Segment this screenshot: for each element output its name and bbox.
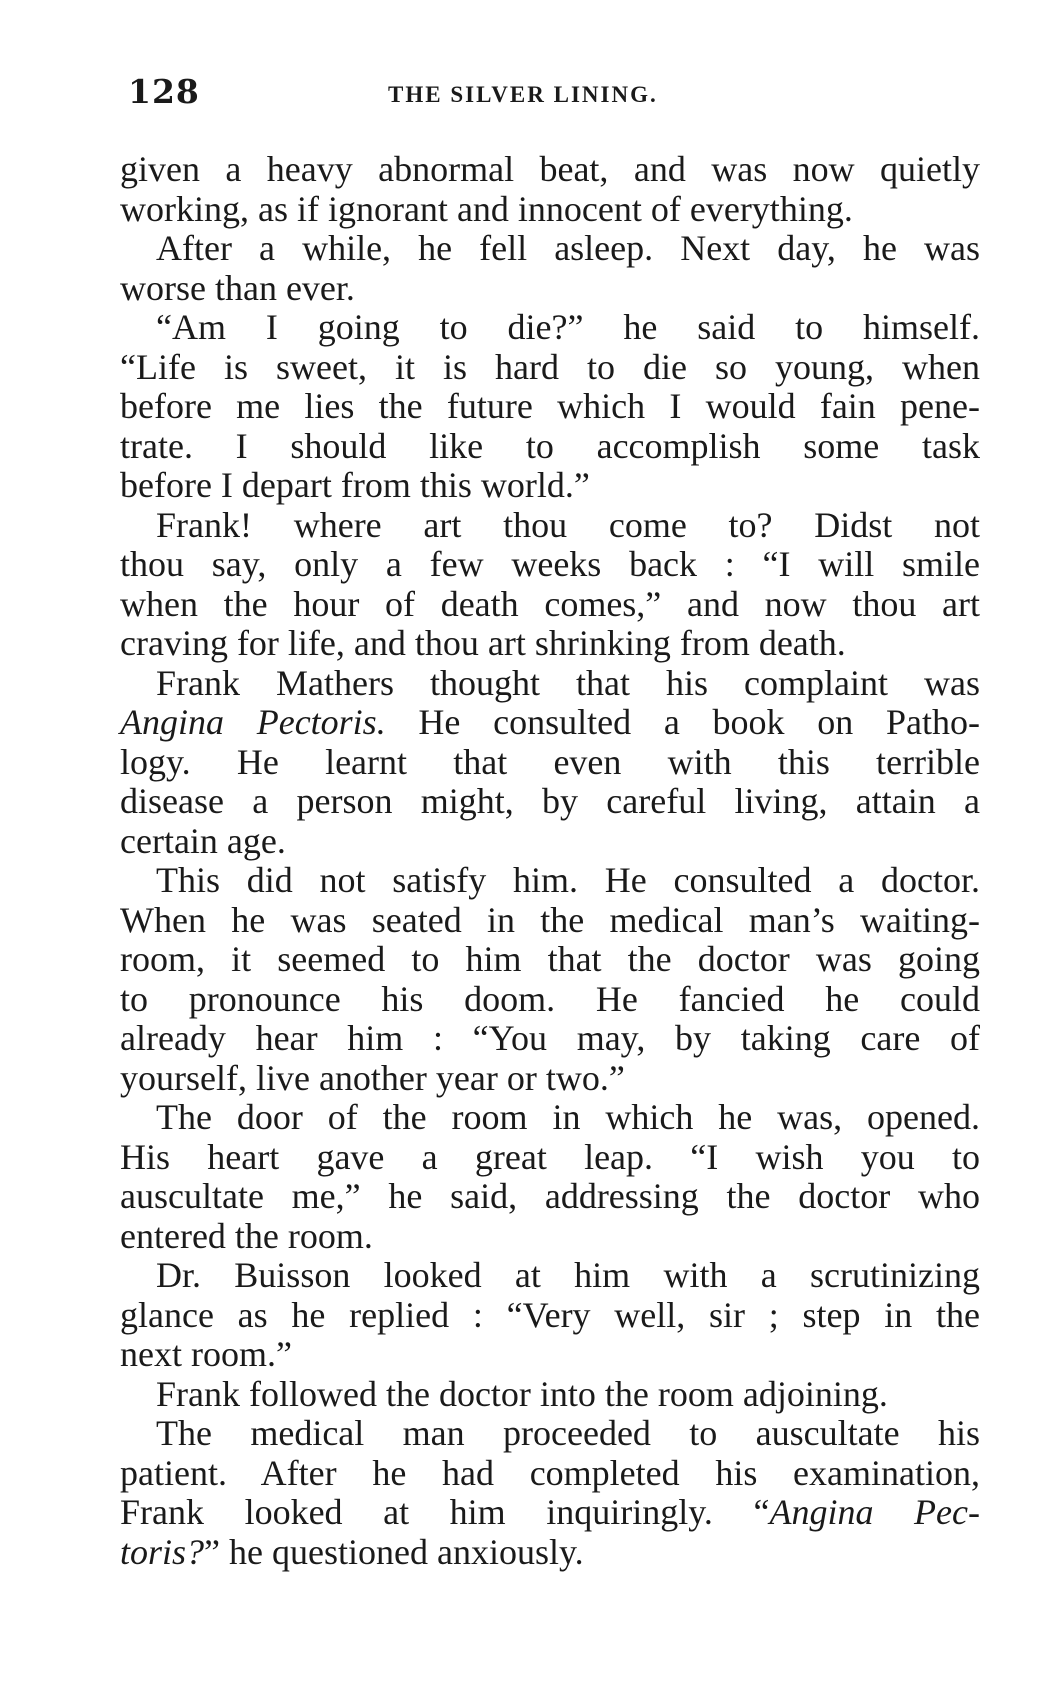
line-text: Frank! where art thou come to? Didst not [156,504,980,545]
line-text: yourself, live another year or two.” [120,1057,625,1098]
line-text: After a while, he fell asleep. Next day, he was [156,228,980,268]
line-text: He consulted a book on Patho- [385,702,980,742]
line-text: The door of the room in which he was, opened. [156,1097,980,1137]
text-line [120,150,980,190]
line-text: Frank Mathers thought that his complaint was [156,662,980,703]
line-text: thou say, only a few weeks back : “I will smile [120,544,980,584]
text-line [120,861,980,901]
text-line [120,308,980,348]
text-line [120,1098,980,1138]
text-line [120,1493,980,1533]
text-line [120,1059,980,1099]
text-line [120,1019,980,1059]
line-text: logy. He learnt that even with this terrible [120,741,980,782]
line-text: This did not satisfy him. He consulted a doctor. [156,860,980,900]
line-text: Dr. Buisson looked at him with a scrutinizing [156,1255,980,1295]
line-text: patient. After he had completed his examination, [120,1452,980,1493]
line-text: “Life is sweet, it is hard to die so young, when [120,346,980,387]
line-text: “Am I going to die?” he said to himself. [156,307,980,347]
text-line [120,387,980,427]
line-text: When he was seated in the medical man’s waiting- [120,899,980,940]
text-line [120,743,980,783]
line-text: before I depart from this world.” [120,465,590,505]
text-line [120,1217,980,1257]
text-line [120,348,980,388]
text-line [120,703,980,743]
text-line [120,1414,980,1454]
body-text [120,150,980,1572]
line-text: trate. I should like to accomplish some task [120,425,980,466]
line-text: already hear him : “You may, by taking care of [120,1018,980,1058]
line-text: entered the room. [120,1215,373,1256]
text-line [120,506,980,546]
text-line [120,822,980,862]
line-text: worse than ever. [120,267,355,308]
line-text: Frank followed the doctor into the room adjoining. [156,1373,888,1414]
line-text: next room.” [120,1334,292,1374]
line-text: auscultate me,” he said, addressing the doctor who [120,1176,980,1216]
text-line [120,901,980,941]
line-text: working, as if ignorant and innocent of everything. [120,188,853,229]
running-head: THE SILVER LINING. [388,82,658,107]
text-line [120,545,980,585]
line-text: Frank looked at him inquiringly. “ [120,1492,770,1532]
text-line [120,1296,980,1336]
line-text: disease a person might, by careful living, attain a [120,781,980,821]
line-text: when the hour of death comes,” and now thou art [120,583,980,624]
page-number: 128 [128,72,200,111]
text-line [120,782,980,822]
text-line [120,940,980,980]
text-line [120,585,980,625]
italic-phrase: Angina Pec- [769,1492,980,1532]
text-line [120,1138,980,1178]
line-text: to pronounce his doom. He fancied he could [120,978,980,1019]
text-line [120,1375,980,1415]
text-line [120,466,980,506]
text-line [120,1256,980,1296]
text-line [120,269,980,309]
line-text: given a heavy abnormal beat, and was now quietly [120,149,980,189]
text-line [120,1533,980,1573]
text-line [120,664,980,704]
line-text: before me lies the future which I would fain pene- [120,386,980,426]
line-text: His heart gave a great leap. “I wish you to [120,1136,980,1177]
line-text: ” he questioned anxiously. [204,1531,584,1572]
line-text: craving for life, and thou art shrinking from death. [120,623,846,663]
line-text: certain age. [120,820,286,861]
text-line [120,1177,980,1217]
text-line [120,624,980,664]
italic-phrase: Angina Pectoris. [120,702,386,742]
italic-phrase: toris? [120,1531,205,1572]
line-text: glance as he replied : “Very well, sir ; step in the [120,1294,980,1335]
line-text: The medical man proceeded to auscultate his [156,1413,980,1453]
text-line [120,427,980,467]
page-header [128,72,988,122]
line-text: room, it seemed to him that the doctor was going [120,939,980,979]
text-line [120,190,980,230]
text-line [120,1454,980,1494]
text-line [120,1335,980,1375]
text-line [120,980,980,1020]
text-line [120,229,980,269]
